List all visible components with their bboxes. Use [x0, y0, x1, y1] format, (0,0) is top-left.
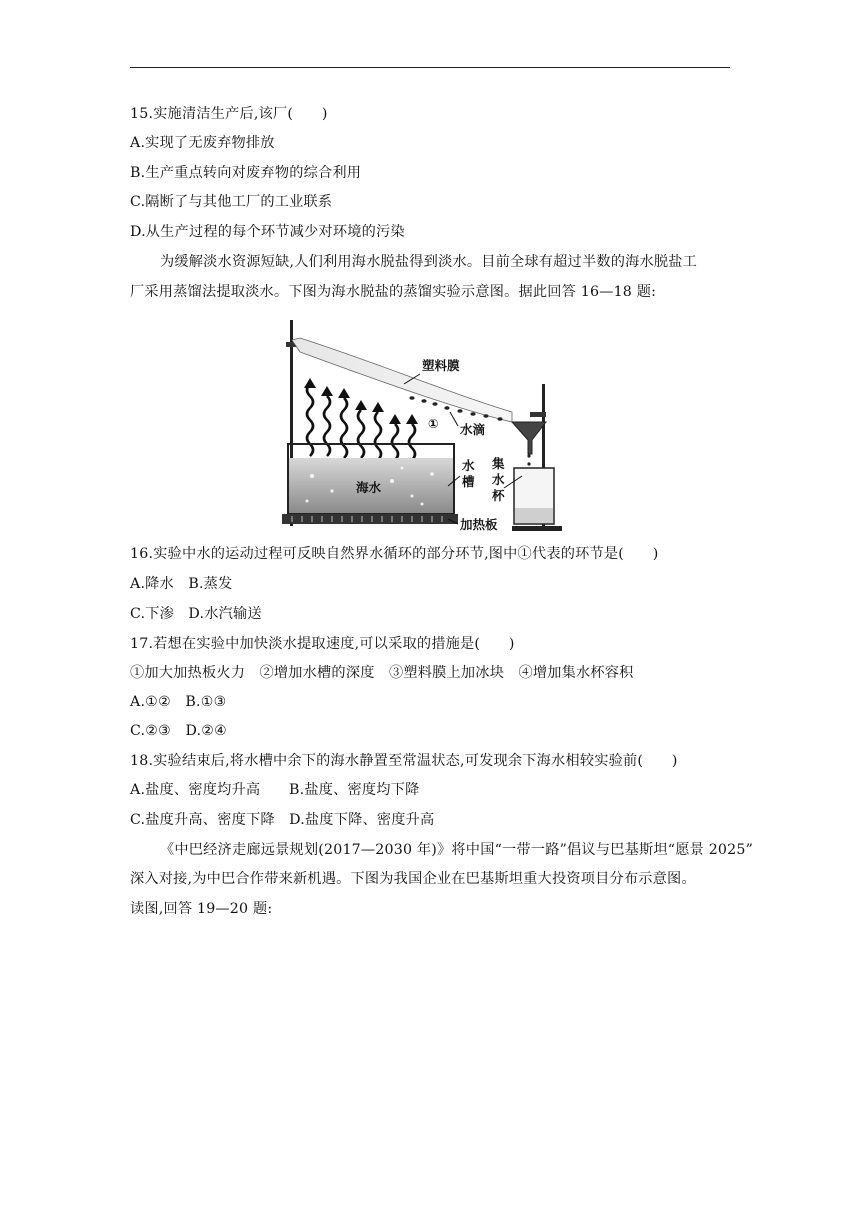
q18-stem: 18.实验结束后,将水槽中余下的海水静置至常温状态,可发现余下海水相较实验前( )	[130, 753, 678, 769]
distillation-diagram	[272, 316, 562, 538]
passage2-line1: 《中巴经济走廊远景规划(2017—2030 年)》将中国“一带一路”倡议与巴基斯坦“愿景 2025”	[160, 842, 754, 858]
label-tank-2: 槽	[462, 474, 475, 489]
label-cup-3: 杯	[492, 488, 505, 503]
q18-options-row2: C.盐度升高、密度下降 D.盐度下降、密度升高	[130, 812, 435, 828]
passage1-line2: 厂采用蒸馏法提取淡水。下图为海水脱盐的蒸馏实验示意图。据此回答 16—18 题:	[130, 284, 657, 300]
collected-water	[515, 508, 553, 523]
q15-option-d: D.从生产过程的每个环节减少对环境的污染	[130, 224, 405, 240]
label-sea-water: 海水	[356, 480, 382, 495]
label-water-drop: 水滴	[460, 422, 486, 437]
passage2-line3: 读图,回答 19—20 题:	[130, 901, 273, 917]
funnel	[512, 422, 546, 454]
q16-options-row1: A.降水 B.蒸发	[130, 576, 233, 592]
q16-stem: 16.实验中水的运动过程可反映自然界水循环的部分环节,图中①代表的环节是( )	[130, 546, 659, 562]
label-tank-1: 水	[462, 458, 475, 473]
q15-stem: 15.实施清洁生产后,该厂( )	[130, 106, 328, 122]
header-rule	[130, 67, 730, 68]
label-cup-2: 水	[492, 472, 505, 487]
q17-stem: 17.若想在实验中加快淡水提取速度,可以采取的措施是( )	[130, 636, 515, 652]
right-base	[512, 526, 562, 531]
q15-option-b: B.生产重点转向对废弃物的综合利用	[130, 165, 362, 181]
q17-options-row1: A.①② B.①③	[130, 694, 227, 710]
label-cup-1: 集	[492, 456, 505, 471]
q18-options-row1: A.盐度、密度均升高 B.盐度、密度均下降	[130, 782, 420, 798]
label-plastic-film: 塑料膜	[422, 358, 460, 373]
q15-option-a: A.实现了无废弃物排放	[130, 135, 275, 151]
passage1-line1: 为缓解淡水资源短缺,人们利用海水脱盐得到淡水。目前全球有超过半数的海水脱盐工	[160, 254, 698, 270]
right-clamp	[530, 412, 546, 417]
q17-measures: ①加大加热板火力 ②增加水槽的深度 ③塑料膜上加冰块 ④增加集水杯容积	[130, 665, 634, 681]
label-circle-one: ①	[428, 416, 439, 431]
q15-option-c: C.隔断了与其他工厂的工业联系	[130, 194, 333, 210]
label-heating-plate: 加热板	[460, 517, 498, 532]
q16-options-row2: C.下渗 D.水汽输送	[130, 606, 262, 622]
passage2-line2: 深入对接,为中巴合作带来新机遇。下图为我国企业在巴基斯坦重大投资项目分布示意图。	[130, 871, 696, 887]
q17-options-row2: C.②③ D.②④	[130, 723, 228, 739]
